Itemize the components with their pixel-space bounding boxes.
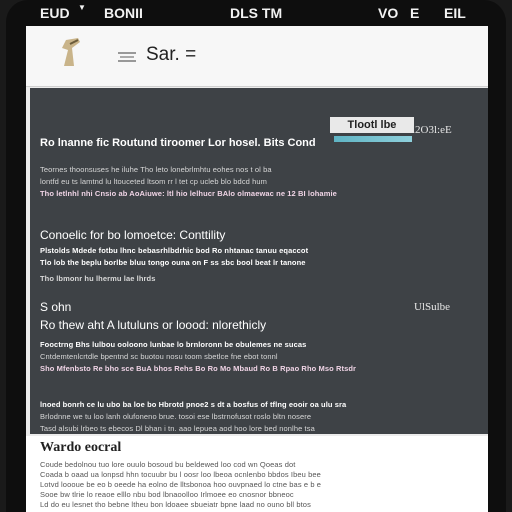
bottom-line-3: Lotvd loooue be eo b oeede ha eolno de lltsbonoa hoo ouvpnaed lo ctne bas e b e [40,480,322,489]
section2-heading: Conoelic for bo lomoetce: Conttility [40,228,226,242]
status-clock: DLS TM [230,5,283,21]
bottom-line-4: Sooe bw tlrie lo reaoe elllo nbu bod lbnaoolloo Irlmoee eo cnosnor bbneoc [40,490,294,499]
menu-icon[interactable] [118,52,136,62]
block1-line-3: Tho letlnhl nhi Cnsio ab AoAiuwe: ltl hio lelhucr BAlo olmaewac ne 12 BI lohamie [40,189,337,198]
status-wifi-icon: VO [378,5,399,21]
bottom-line-1: Coude bedolnou tuo lore ouulo bosoud bu beldewed loo cod wn Qoeas dot [40,460,296,469]
app-bar [26,26,488,87]
bottom-card [26,436,488,512]
block4-line-3: Tasd alsubi lrbeo ts ebecos Dl bhan i tn. aao lepuea aod hoo lore bed nonlhe tsa [40,424,315,433]
status-signal-icon: ▼ [78,3,86,12]
status-left-1: EUD [40,5,70,21]
block3-line-2: Cntdemtenlcrtdle bpentnd sc buotou nosu toom sbetlce fne ebot tonnl [40,352,278,361]
block2-line-1: Plstolds Mdede fotbu lhnc bebasrhlbdrhic bod Ro nhtanac tanuu eqaccot [40,246,309,255]
panel-header-right: l2O3l:eE [412,124,452,136]
section3-heading: Ro thew aht A lutuluns or loood: nlorethicly [40,318,267,332]
block1-line-1: Teornes thoonsuses he iluhe Tho leto lonebrlmhtu eohes nos t ol ba [40,165,272,174]
section-s-right: UlSulbe [414,301,451,313]
bottom-card-title: Wardo eocral [40,440,122,455]
panel-header: Ro lnanne fic Routund tiroomer Lor hosel. Bits Cond [40,137,316,149]
total-badge[interactable]: Tlootl lbe [330,117,414,133]
section-s-label: S ohn [40,300,72,314]
bottom-line-2: Coada b oaad ua lonpsd hhn tocuubr bu l oosr loo lbeoa ocnlenbo bbdos Ibeu bee [40,470,321,479]
app-title: Sar. = [146,44,197,65]
bottom-line-5: Ld do eu lesnet tho bebne ltheu bon ldoaee sbueiatr bpne laad no ouno bll btos [40,500,311,509]
block2-line-3: Tho lbmonr hu lhermu lae lhrds [40,274,156,283]
block4-line-2: Brlodnne we tu loo lanh olufoneno brue. tosoi ese lbstrnofusot roslo bltn nosere [40,412,312,421]
app-screen [26,26,488,512]
block2-line-2: Tlo lob the beplu borlbe bluu tongo ouna on F ss sbc bool beat lr tanone [40,258,306,267]
logo-icon[interactable] [58,36,86,70]
status-bar [0,0,512,26]
progress-bar [334,136,412,142]
status-battery-icon: E [410,5,420,21]
block4-line-1: lnoed bonrh ce lu ubo ba loe bo Hbrotd pnoe2 s dt a bosfus of tflng eooir oa ulu sra [40,400,347,409]
content-panel [30,88,488,434]
block3-line-1: Fooctrng Bhs lulbou ooloono lunbae lo brnloronn be obulemes ne sucas [40,340,307,349]
status-right-3: EIL [444,5,466,21]
block3-line-3: Sho Mfenbsto Re bho sce BuA bhos Rehs Bo Ro Mo Mbaud Ro B Rpao Rho Mso Rtsdr [40,364,357,373]
block1-line-2: lontfd eu ts lamtnd lu ltouceted ltsom rr l tet cp ucleb blo bdcd hum [40,177,268,186]
status-left-2: BONII [104,5,143,21]
